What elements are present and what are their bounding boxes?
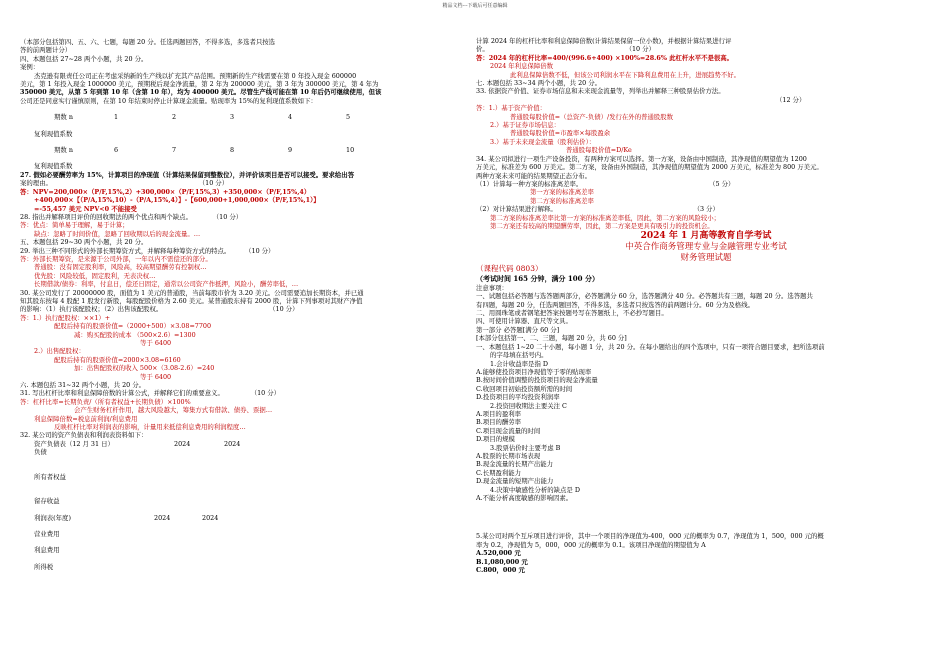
section-heading: 五、本题包括 29~30 两个小题，共 20 分。 [20,238,148,247]
answer-30: 减：购买配股的成本 （500×2.6）=1300 [74,330,196,339]
factor-table-row: 期数 n 1 2 3 4 5 [54,113,351,122]
question-31: 31. 写出杠杆比率和利息保障倍数的计算公式，并解释它们的重要意义。 [20,389,224,398]
mc-option: D.投资项目的平均投资利润率 [476,393,560,402]
answer-30: 配股后持有的股票价值=（2000+500）×3.08=7700 [54,322,212,331]
part-heading: 第一部分 必答题[满分 60 分] [476,325,560,334]
answer-prefix: 答： [20,187,33,196]
left-column [20,10,466,571]
factor-label: 复利现值系数 [34,162,73,171]
answer-28: 缺点：忽略了时间价值，忽略了回收期以后的现金流量。… [34,229,201,238]
answer-32: 2024 年利息保障倍数 [490,62,554,71]
exam-subject: 财务管理试题 [680,253,732,264]
question-33: 33. 依据资产价值、证券市场信息和未来现金流量等，列举出并解释三种股票估价方法。 [476,87,725,96]
note: 有四题，每题 20 分，任选两题回答，不得多选，多选者只按选答的前两题计分。60 分为及格线。 [476,300,754,309]
question-32-cont: 价。 [476,45,489,54]
answer-34: 第一方案的标准离差率 [530,188,594,197]
exam-title: 2024 年 1 月高等教育自学考试 [640,231,772,242]
answer-31: 利息保障倍数=税息前利润/利息费用 [34,414,138,423]
mc-option: A.不能分析高度敏感的影响因素。 [476,494,573,502]
mc-option: C.收回项目初始投资额所需的时间 [476,384,573,393]
balance-sheet-item: 留存收益 [34,497,60,506]
section-heading: 四、本题包括 27~28 两个小题，共 20 分。 [20,54,148,63]
question-27-cont: 案的理由。 [20,179,52,188]
note: 四、可使用计算器、直尺等文具。 [476,317,572,326]
answer-28: 答：优点：简单易于理解，易于计算； [20,221,129,230]
mc-option: C.项目现金流量的时间 [476,426,541,435]
answer-33: 普通股每股价值=D/Ke [566,146,632,155]
answer-30: 等于 6400 [140,372,172,381]
points: （5 分） [712,179,735,188]
points: （10 分） [272,305,299,314]
balance-sheet-item: 负债 [34,448,47,457]
factor-label: 复利现值系数 [34,129,73,138]
mc-question: 3.股票估价时主要考虑 B [490,443,561,452]
income-statement-item: 营业费用 [34,529,60,538]
question-30: 的影响：（1）执行该配股权；（2）出售该配股权。 [20,305,163,314]
balance-sheet-header: 资产负债表（12 月 31 日） 2024 2024 [34,439,241,448]
mc-question: 5.某公司对两个互斥项目进行评价，其中一个项目的净现值为-400，000 元的概率为 0.7，净现值为 1，500，000 元的概 [476,532,824,541]
mc-option: D.现金流量的短期产出能力 [476,477,554,486]
points: （10 分） [248,246,275,255]
answer-33: 普通股每股价值=市盈率×每股盈余 [510,129,611,138]
mc-option: C.800，000 元 [476,566,525,575]
question-1: 一、本题包括 1~20 二十小题，每小题 1 分，共 20 分。在每小题给出的四个选项中，只有一项符合题目要求，把所选项前 [476,342,825,351]
points: （12 分） [776,95,806,104]
exam-time: （考试时间 165 分钟，满分 100 分） [476,274,599,284]
answer-32: 答：2024 年的杠杆比率=400/(996.6+400) ×100%=28.6% 此杠杆水平不是很高。 [476,53,734,62]
case-text: 350000 美元，从第 5 年到第 10 年（含第 10 年），均为 400000 美元。尽管生产线可能在第 10 年后仍可继续使用，但该 [20,88,382,97]
case-label: 案例： [20,63,40,72]
answer-27: NPV=200,000×（P/F,15%,2）+300,000×（P/F,15%,3）+350,000×（P/F,15%,4） [32,187,311,196]
answer-30: 加：出售配股权的收入 500×（3.08-2.6）=240 [74,364,215,373]
question-34-1: （1）计算每一种方案的标准离差率。 [476,179,583,188]
mc-option: B.1,080,000 元 [476,557,528,566]
question-30: 知其股东按每 4 股配 1 股发行新股，每股配股价格为 2.60 美元。某普通股东持有 2000 股，计算下列事项对其财产净值 [20,296,363,305]
question-34: 34. 某公司拟进行一项生产设备投资，有两种方案可以选择。第一方案，设备由中国制造，其净现值的期望值为 1200 [476,154,807,163]
question-29: 29. 举出三种不同形式的外部长期筹资方式，并解释每种筹资方式的特点。 [20,246,231,255]
mc-option: B.按时间价值调整的投资项目的现金净流量 [476,376,598,385]
mc-option: B.现金流量的长期产出能力 [476,460,554,469]
points: （10 分） [253,389,281,398]
section-heading: 六. 本题包括 31~32 两个小题，共 20 分。 [20,381,146,390]
mc-question: 率为 0.2，净现值为 5，000，000 元的概率为 0.1。该项目净现值的期望值为 A [476,540,706,549]
answer-33: 普通股每股价值=（总资产-负债）/发行在外的普通股股数 [510,112,674,121]
note: 一、试题包括必答题与选答题两部分，必答题满分 60 分，选答题满分 40 分。必答题共有三题，每题 20 分。选答题共 [476,292,813,301]
mc-option: A.项目的盈利率 [476,409,521,418]
case-text: 杰克逊有限责任公司正在考虑采纳新的生产线以扩充其产品范围。预期新的生产线需要在第 0 年投入现金 600000 [34,71,357,80]
mc-option: A.520,000 元 [476,549,521,558]
points: （3 分） [696,205,719,214]
question-27: 27. 假如必要酬劳率为 15%，计算项目的净现值（计算结果保留到整数位），并评价该项目是否可以接受。要求给出答 [20,170,355,179]
answer-29: 普通股：没有固定股利率，风险高，较高期望酬劳有控制权… [34,263,207,272]
mc-option: B.项目的酬劳率 [476,418,522,427]
answer-29: 长期借款/债券：利率，付息日，偿还日固定，通常以公司资产作抵押，风险小，酬劳率低，… [34,280,299,289]
notes-heading: 注意事项： [476,283,508,292]
answer-32: 此利息保障倍数不低，但该公司利润水平在下降利息费用在上升，进展趋势不好。 [510,70,741,79]
question-1: 的字母填在括号内。 [490,351,548,360]
question-32: 32. 某公司的资产负债表和利润表资料如下： [20,431,148,440]
answer-34: 第二方案还有较高的期望酬劳率，因此，第二方案是更具有吸引力的投资机会。 [490,221,714,230]
section-heading: 七. 本题包括 33~34 两个小题，共 20 分。 [476,79,602,88]
page-header: 精品文档---下载后可任意编辑 [442,3,508,9]
answer-30: 2.）出售配股权： [34,347,85,356]
points: （10 分） [628,45,655,54]
exam-subtitle: 中英合作商务管理专业与金融管理专业考试 [625,242,787,253]
answer-31: 反映杠杆比率对利润表的影响，计量用来抵偿利息费用的利润程度… [54,423,246,432]
question-32-cont: 计算 2024 年的杠杆比率和利息保障倍数(计算结果保留一位小数)，并根据计算结果进行评 [476,37,732,45]
answer-33: 3.）基于未来现金流量（股利估价）： [490,137,596,146]
mc-option: C.长期盈利能力 [476,468,522,477]
question-34: 万美元，标准差为 600 万美元。第二方案，设备由外国制造，其净现值的期望值为 2000 万美元，标准差为 800 万美元。 [476,163,823,172]
answer-31: 会产生财务杠杆作用，越大风险越大，筹集方式有借款、债券、票据… [74,406,273,415]
mc-option: D.项目的规模 [476,435,515,444]
factor-table-row: 期数 n 6 7 8 9 10 [54,146,355,155]
income-statement-item: 利息费用 [34,546,60,555]
answer-31: 答：杠杆比率=长期负责/（所有者权益+长期负债）×100% [20,397,191,406]
points: （10 分） [201,179,229,188]
right-column [476,10,936,574]
mc-question: 2.投资回收期法主要关注 C [490,401,567,410]
intro-line: （本部分包括第四、五、六、七题，每题 20 分。任选两题回答，不得多选，多选者只按选 [20,38,276,46]
income-statement-header: 利润表(年度) 2024 2024 [34,513,219,522]
note: 二、用圆珠笔或者钢笔把答案按题号写在答题纸上，不必抄写题目。 [476,309,668,318]
mc-question: 1.会计收益率是指 D [490,359,548,368]
question-34: 两种方案未来可能的结果期望正态分布。 [476,171,592,180]
answer-27: =-55,457 美元 NPV<0 不能接受 [34,204,137,213]
mc-option: A.股票的长期市场表现 [476,451,541,460]
question-30: 30. 某公司发行了 20000000 股，面值为 1 美元的普通股，当前每股市价为 3.20 美元。公司需要追加长期资本，并已通 [20,288,364,297]
answer-30: 答：1.）执行配股权：××1）+ [20,313,111,322]
course-code: （课程代码 0803） [476,264,543,274]
mc-option: A.能够使投资项目净现值等于零的贴现率 [476,367,592,376]
answer-29: 答：外部长期筹资，是来源于公司外部，一年以内不需偿还的部分。 [20,254,212,263]
answer-34: 第二方案的标准离差率 [530,196,594,205]
income-statement-item: 所得税 [34,562,54,571]
answer-34: 第二方案的标准离差率比第一方案的标准离差率低，因此，第二方案的风险较小； [490,213,721,222]
question-28: 28. 指出并解释项目评价的回收期法的两个优点和两个缺点。 [20,212,192,221]
answer-33: 2.）基于证券市场信息： [490,121,561,130]
question-34-2: （2）对计算结果进行解释。 [476,205,557,214]
intro-line: 答的前两题计分） [20,46,72,55]
balance-sheet-item: 所有者权益 [34,472,66,481]
answer-33: 答：1.）基于资产价值： [476,104,547,113]
answer-29: 优先股：风险较低，固定股利，无表决权… [34,271,156,280]
part-heading: [本部分包括第一、二、三题，每题 20 分，共 60 分] [476,334,627,343]
case-text: 公司还是同意实行谨慎原则，在第 10 年结束时停止计算现金流量。贴现率为 15%的复利现值系数如下： [20,96,317,105]
answer-30: 等于 6400 [140,339,172,347]
mc-question: 4.决策中敏感性分析的缺点是 D [490,485,580,494]
answer-30: 配股后持有的股票价值=2000×3.08=6160 [54,355,181,364]
points: （10 分） [215,212,243,221]
answer-27: +400,000×【（P/A,15%,10）-（P/A,15%,4）】-【600,000+1,000,000×（P/F,15%,1）】 [34,196,320,205]
case-text: 美元，第 1 年投入现金 1000000 美元，预期税后现金净流量，第 2 年为 200000 美元，第 3 年为 300000 美元，第 4 年为 [20,80,379,89]
